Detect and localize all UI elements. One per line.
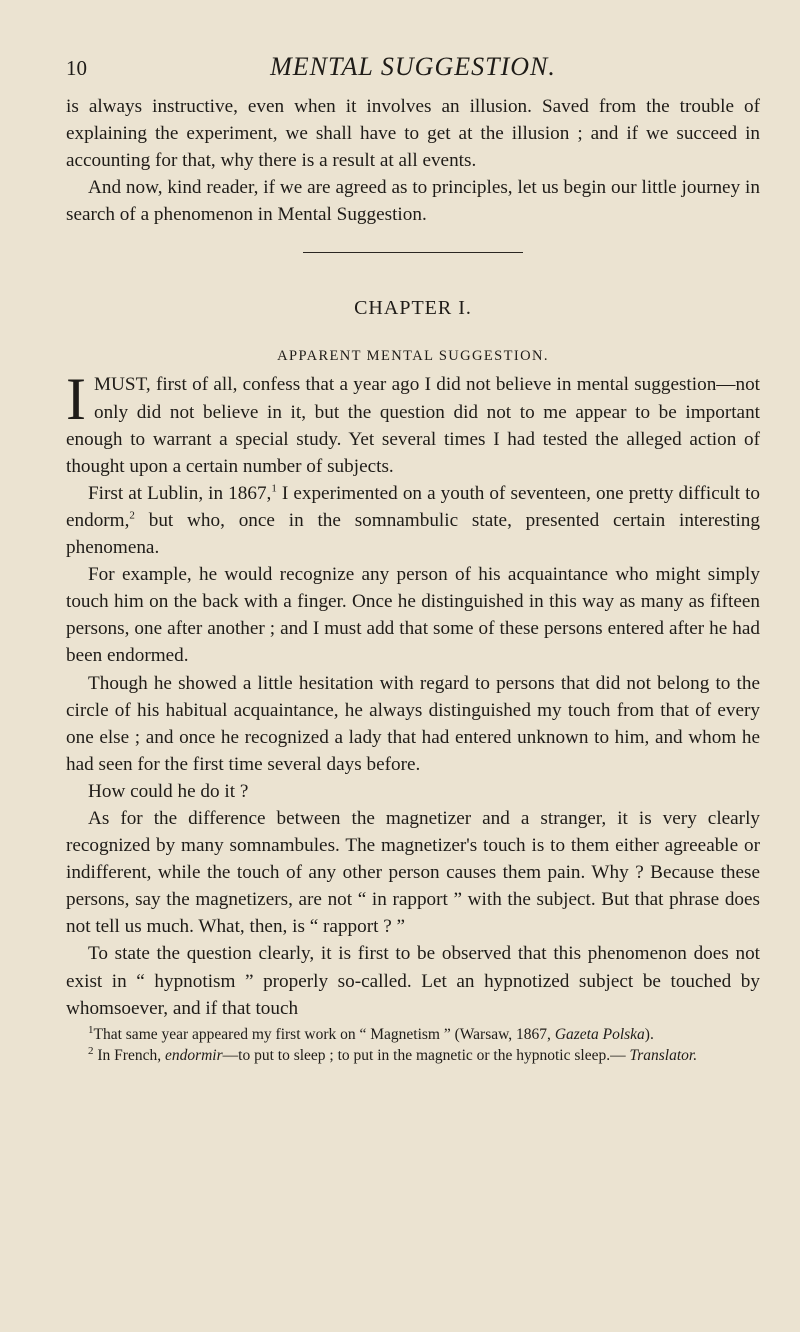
footnote-2-mark: 2 xyxy=(88,1044,94,1057)
footnote-1-end: ). xyxy=(644,1025,654,1043)
chapter-title: CHAPTER I. xyxy=(354,297,472,320)
chapter-paragraph-1-text: MUST, first of all, confess that a year ago I did not believe in mental suggestion—not only did not believe in it, but the question did not to me appear to be important enough to warrant a special study. Yet several times I had tested the alleged action of thought upon a certain number of subjects. xyxy=(66,374,760,477)
chapter-paragraph-4: Though he showed a little hesitation with regard to persons that did not belong to the circle of his habitual acquaintance, he always distinguished my touch from that of every one else ; and once he recognized a lady that had entered unknown to him, and whom he had seen for the first time several days before. xyxy=(66,672,760,775)
footnote-2-text: —to put to sleep ; to put in the magnetic or the hypnotic sleep.— xyxy=(222,1046,630,1064)
footnote-2-term: endormir xyxy=(164,1046,223,1064)
intro-paragraph-2: And now, kind reader, if we are agreed as to principles, let us begin our little journey in search of a phenomenon in Mental Suggestion. xyxy=(66,177,760,226)
chapter-paragraph-2 xyxy=(66,480,760,561)
running-head: MENTAL SUGGESTION. xyxy=(270,52,556,81)
drop-cap: I xyxy=(66,366,86,433)
footnote-2-lead: In French, xyxy=(93,1046,165,1064)
chapter-paragraph-3: For example, he would recognize any person of his acquaintance who might simply touch him on the back with a finger. Once he distinguished in this way as many as fifteen persons, one after another ; and I must add that some of these persons entered after he had been endormed. xyxy=(66,564,760,667)
footnotes xyxy=(66,1024,760,1066)
paragraph-2-part-c: but who, once in the somnambulic state, presented certain interesting phenomena. xyxy=(66,509,760,559)
footnote-1-text: That same year appeared my first work on “ Magnetism ” (Warsaw, 1867, xyxy=(93,1025,555,1043)
footnote-ref-2: 2 xyxy=(129,509,135,522)
chapter-paragraph-6: As for the difference between the magnetizer and a stranger, it is very clearly recognized by many somnambules. The magnetizer's touch is to them either agreeable or indifferent, while the touch of any other person causes them pain. Why ? Because these persons, say the magnetizers, are not “ in rapport ” with the subject. But that phrase does not tell us much. What, then, is “ rapport ? ” xyxy=(66,807,760,938)
chapter-paragraph-7: To state the question clearly, it is first to be observed that this phenomenon does not exist in “ hypnotism ” properly so-called. Let an hypnotized subject be touched by whomsoever, and if that touch xyxy=(66,943,760,1019)
section-divider xyxy=(303,252,523,253)
chapter-subtitle: APPARENT MENTAL SUGGESTION. xyxy=(277,348,549,365)
chapter-paragraph-5: How could he do it ? xyxy=(88,780,249,802)
paragraph-2-part-a: First at Lublin, in 1867, xyxy=(88,482,272,504)
footnote-2 xyxy=(66,1045,760,1066)
intro-paragraph-1: is always instructive, even when it involves an illusion. Saved from the trouble of explaining the experiment, we shall have to get at the illusion ; and if we succeed in accounting for that, why there is a result at all events. xyxy=(66,96,760,172)
body-text xyxy=(66,93,760,1066)
paragraph-2-part-b: I experimented on a youth of seventeen, one pretty difficult to endorm, xyxy=(66,482,761,531)
page-number: 10 xyxy=(66,56,87,80)
page-header xyxy=(66,52,760,86)
chapter-paragraph-1 xyxy=(66,366,760,479)
footnote-1-source: Gazeta Polska xyxy=(554,1025,645,1043)
footnote-1 xyxy=(66,1024,760,1045)
footnote-1-mark: 1 xyxy=(88,1023,94,1036)
footnote-2-translator: Translator. xyxy=(629,1046,698,1064)
footnote-ref-1: 1 xyxy=(271,482,277,495)
